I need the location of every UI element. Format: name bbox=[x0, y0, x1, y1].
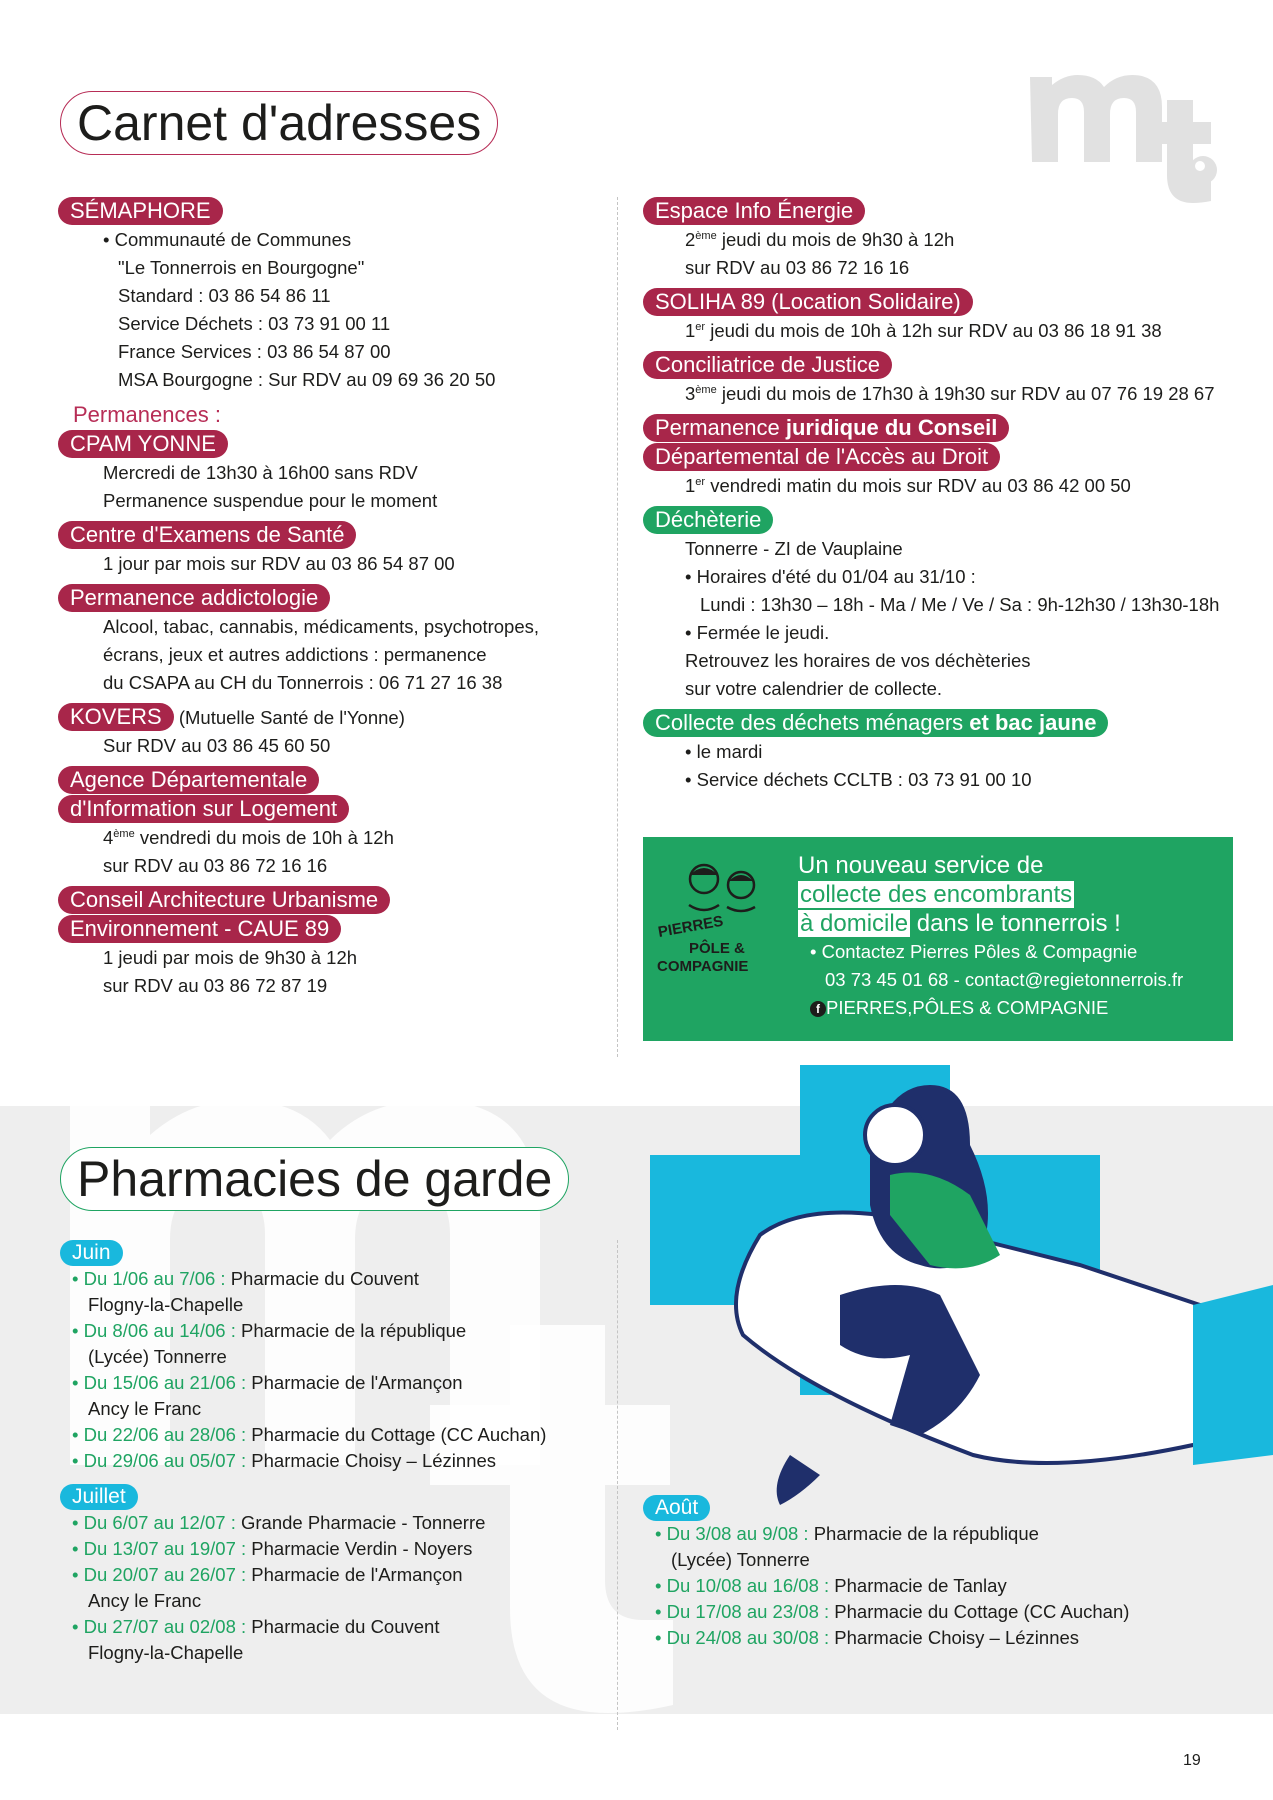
agence-label: d'Information sur Logement bbox=[58, 795, 349, 823]
pharmacy-item bbox=[643, 1573, 1243, 1599]
juin-label: Juin bbox=[60, 1240, 123, 1266]
pharmacy-date: • Du 27/07 au 02/08 : bbox=[72, 1616, 247, 1637]
pharmacy-item bbox=[60, 1614, 620, 1640]
semaphore-line: Standard : 03 86 54 86 11 bbox=[118, 285, 331, 306]
decheterie-line: • Fermée le jeudi. bbox=[685, 622, 830, 643]
encombrants-line bbox=[798, 880, 1183, 909]
juridique-sup: er bbox=[695, 475, 706, 488]
encombrants-line: Un nouveau service de bbox=[798, 852, 1044, 879]
pharmacy-date: • Du 3/08 au 9/08 : bbox=[655, 1523, 809, 1544]
encombrants-contact: • Contactez Pierres Pôles & Compagnie bbox=[810, 941, 1138, 962]
pharmacy-item bbox=[60, 1318, 620, 1344]
decheterie-line: Retrouvez les horaires de vos déchèteries bbox=[685, 650, 1031, 671]
concil-line-text: jeudi du mois de 17h30 à 19h30 sur RDV au 07 76 19 28 67 bbox=[716, 383, 1215, 404]
agence-sup: ème bbox=[113, 827, 135, 840]
kovers-entry bbox=[58, 703, 618, 760]
concil-sup: ème bbox=[695, 383, 717, 396]
carnet-title: Carnet d'adresses bbox=[60, 91, 498, 155]
pharmacy-name: Pharmacie de Tanlay bbox=[829, 1575, 1007, 1596]
pharmacy-name: Pharmacie de l'Armançon bbox=[246, 1372, 463, 1393]
cpam-line: Mercredi de 13h30 à 16h00 sans RDV bbox=[103, 462, 418, 483]
encombrants-contact: 03 73 45 01 68 - contact@regietonnerrois.fr bbox=[825, 969, 1184, 990]
juridique-label-b: juridique du Conseil bbox=[785, 415, 998, 440]
pharmacy-name: Pharmacie Choisy – Lézinnes bbox=[829, 1627, 1080, 1648]
juridique-label-a: Permanence bbox=[655, 415, 786, 440]
agence-line: sur RDV au 03 86 72 16 16 bbox=[103, 855, 328, 876]
pharmacy-extra: Flogny-la-Chapelle bbox=[88, 1294, 244, 1315]
caue-line: 1 jeudi par mois de 9h30 à 12h bbox=[103, 947, 358, 968]
pharmacy-name: Pharmacie de la république bbox=[235, 1320, 467, 1341]
pharmacy-item bbox=[60, 1370, 620, 1396]
juridique-label bbox=[643, 414, 1009, 442]
cpam-line: Permanence suspendue pour le moment bbox=[103, 490, 438, 511]
caue-line: sur RDV au 03 86 72 87 19 bbox=[103, 975, 328, 996]
semaphore-line: France Services : 03 86 54 87 00 bbox=[118, 341, 391, 362]
examens-entry bbox=[58, 521, 618, 578]
pharmacy-date: • Du 6/07 au 12/07 : bbox=[72, 1512, 236, 1533]
facebook-icon[interactable]: f bbox=[810, 1001, 826, 1017]
pharmacy-item bbox=[60, 1536, 620, 1562]
decheterie-line: Lundi : 13h30 – 18h - Ma / Me / Ve / Sa : 9h-12h30 / 13h30-18h bbox=[700, 594, 1220, 615]
logo-text-3: COMPAGNIE bbox=[657, 958, 749, 975]
addicto-line: Alcool, tabac, cannabis, médicaments, psychotropes, bbox=[103, 616, 540, 637]
pharmacy-date: • Du 8/06 au 14/06 : bbox=[72, 1320, 236, 1341]
addicto-line: du CSAPA au CH du Tonnerrois : 06 71 27 16 38 bbox=[103, 672, 503, 693]
pharmacy-date: • Du 22/06 au 28/06 : bbox=[72, 1424, 247, 1445]
pharmacy-date: • Du 29/06 au 05/07 : bbox=[72, 1450, 247, 1471]
pharmacy-date: • Du 15/06 au 21/06 : bbox=[72, 1372, 247, 1393]
logo-text-2: PÔLE & bbox=[689, 940, 745, 957]
soliha-sup: er bbox=[695, 320, 706, 333]
juridique-entry bbox=[643, 414, 1243, 500]
energie-ordinal: 2 bbox=[685, 229, 696, 250]
pharmacy-date: • Du 17/08 au 23/08 : bbox=[655, 1601, 830, 1622]
pharmacy-name: Pharmacie du Couvent bbox=[246, 1616, 440, 1637]
pharmacies-left-column bbox=[60, 1240, 620, 1666]
semaphore-label: SÉMAPHORE bbox=[58, 197, 223, 225]
encombrants-line bbox=[798, 909, 1183, 938]
soliha-line bbox=[643, 317, 1243, 345]
pharmacy-date: • Du 20/07 au 26/07 : bbox=[72, 1564, 247, 1585]
juridique-line-text: vendredi matin du mois sur RDV au 03 86 42 00 50 bbox=[705, 475, 1131, 496]
permanences-heading: Permanences : bbox=[73, 402, 221, 427]
pharmacy-name: Pharmacie du Cottage (CC Auchan) bbox=[246, 1424, 547, 1445]
kovers-line: Sur RDV au 03 86 45 60 50 bbox=[103, 735, 331, 756]
soliha-label: SOLIHA 89 (Location Solidaire) bbox=[643, 288, 973, 316]
agence-entry bbox=[58, 766, 618, 880]
kovers-suffix: (Mutuelle Santé de l'Yonne) bbox=[178, 707, 405, 728]
juridique-line bbox=[643, 472, 1243, 500]
pharmacy-item bbox=[643, 1625, 1243, 1651]
soliha-line-text: jeudi du mois de 10h à 12h sur RDV au 03 86 18 91 38 bbox=[705, 320, 1162, 341]
logo-text-1: PIERRES bbox=[656, 912, 725, 941]
pharmacy-name: Grande Pharmacie - Tonnerre bbox=[235, 1512, 486, 1533]
pharmacies-right-column bbox=[643, 1495, 1243, 1651]
cpam-label: CPAM YONNE bbox=[58, 430, 228, 458]
pharmacy-extra: Ancy le Franc bbox=[88, 1398, 202, 1419]
pharmacy-date: • Du 24/08 au 30/08 : bbox=[655, 1627, 830, 1648]
examens-line: 1 jour par mois sur RDV au 03 86 54 87 00 bbox=[103, 553, 455, 574]
energie-sup: ème bbox=[695, 229, 717, 242]
caue-entry bbox=[58, 886, 618, 1000]
pharmacy-name: Pharmacie du Couvent bbox=[225, 1268, 419, 1289]
pierres-pole-logo bbox=[649, 857, 789, 977]
semaphore-entry bbox=[58, 197, 618, 394]
pharmacy-item bbox=[60, 1562, 620, 1588]
energie-line-text: jeudi du mois de 9h30 à 12h bbox=[716, 229, 955, 250]
pharmacy-extra: Flogny-la-Chapelle bbox=[88, 1642, 244, 1663]
decheterie-line: sur votre calendrier de collecte. bbox=[685, 678, 943, 699]
encombrants-line-rest: dans le tonnerrois ! bbox=[910, 910, 1121, 937]
pharmacy-illustration bbox=[640, 1065, 1273, 1545]
pharmacy-extra: Ancy le Franc bbox=[88, 1590, 202, 1611]
encombrants-highlight: collecte des encombrants bbox=[800, 881, 1073, 908]
encombrants-box bbox=[643, 837, 1233, 1041]
pharmacies-title: Pharmacies de garde bbox=[60, 1147, 569, 1211]
juin-list bbox=[60, 1266, 620, 1474]
encombrants-text bbox=[798, 851, 1183, 1022]
energie-label: Espace Info Énergie bbox=[643, 197, 865, 225]
decheterie-line: Tonnerre - ZI de Vauplaine bbox=[685, 538, 903, 559]
pharmacy-date: • Du 1/06 au 7/06 : bbox=[72, 1268, 226, 1289]
encombrants-fb bbox=[798, 994, 1183, 1022]
energie-line bbox=[643, 226, 1243, 254]
soliha-entry bbox=[643, 288, 1243, 345]
aout-label: Août bbox=[643, 1495, 710, 1521]
cpam-entry bbox=[58, 430, 618, 515]
energie-line: sur RDV au 03 86 72 16 16 bbox=[685, 257, 910, 278]
concil-line bbox=[643, 380, 1243, 408]
agence-line bbox=[58, 824, 618, 852]
pharmacy-name: Pharmacie Verdin - Noyers bbox=[246, 1538, 473, 1559]
addicto-line: écrans, jeux et autres addictions : permanence bbox=[103, 644, 487, 665]
pharmacy-name: Pharmacie du Cottage (CC Auchan) bbox=[829, 1601, 1130, 1622]
collecte-line: • le mardi bbox=[685, 741, 763, 762]
agence-ordinal: 4 bbox=[103, 827, 114, 848]
carnet-right-column bbox=[643, 197, 1243, 800]
addicto-entry bbox=[58, 584, 618, 697]
agence-line-text: vendredi du mois de 10h à 12h bbox=[134, 827, 394, 848]
pharmacy-item bbox=[60, 1422, 620, 1448]
semaphore-line: • Communauté de Communes bbox=[103, 229, 352, 250]
juridique-label: Départemental de l'Accès au Droit bbox=[643, 443, 1000, 471]
pharmacy-extra: (Lycée) Tonnerre bbox=[88, 1346, 227, 1367]
examens-label: Centre d'Examens de Santé bbox=[58, 521, 356, 549]
pharmacy-name: Pharmacie de la république bbox=[808, 1523, 1039, 1544]
caue-label: Environnement - CAUE 89 bbox=[58, 915, 341, 943]
pharmacy-item bbox=[60, 1510, 620, 1536]
pharmacy-item bbox=[643, 1599, 1243, 1625]
encombrants-highlight: à domicile bbox=[800, 910, 909, 937]
aout-list bbox=[643, 1521, 1243, 1651]
concil-label: Conciliatrice de Justice bbox=[643, 351, 892, 379]
juillet-list bbox=[60, 1510, 620, 1666]
decheterie-label: Déchèterie bbox=[643, 506, 773, 534]
soliha-ordinal: 1 bbox=[685, 320, 696, 341]
juridique-ordinal: 1 bbox=[685, 475, 696, 496]
juillet-label: Juillet bbox=[60, 1484, 138, 1510]
pharmacy-item bbox=[60, 1448, 620, 1474]
semaphore-line: "Le Tonnerrois en Bourgogne" bbox=[118, 257, 365, 278]
collecte-entry bbox=[643, 709, 1243, 794]
carnet-left-column bbox=[58, 197, 618, 1006]
collecte-label-b: et bac jaune bbox=[969, 710, 1097, 735]
semaphore-line: Service Déchets : 03 73 91 00 11 bbox=[118, 313, 391, 334]
pharmacy-extra: (Lycée) Tonnerre bbox=[671, 1549, 810, 1570]
agence-label: Agence Départementale bbox=[58, 766, 319, 794]
addicto-label: Permanence addictologie bbox=[58, 584, 330, 612]
caue-label: Conseil Architecture Urbanisme bbox=[58, 886, 390, 914]
pharmacy-date: • Du 13/07 au 19/07 : bbox=[72, 1538, 247, 1559]
semaphore-line: MSA Bourgogne : Sur RDV au 09 69 36 20 50 bbox=[118, 369, 496, 390]
concil-entry bbox=[643, 351, 1243, 408]
pharmacy-date: • Du 10/08 au 16/08 : bbox=[655, 1575, 830, 1596]
facebook-name: PIERRES,PÔLES & COMPAGNIE bbox=[826, 997, 1109, 1018]
collecte-line: • Service déchets CCLTB : 03 73 91 00 10 bbox=[685, 769, 1032, 790]
decheterie-entry bbox=[643, 506, 1243, 703]
collecte-label bbox=[643, 709, 1108, 737]
collecte-label-a: Collecte des déchets ménagers bbox=[655, 710, 970, 735]
concil-ordinal: 3 bbox=[685, 383, 696, 404]
pharmacy-name: Pharmacie de l'Armançon bbox=[246, 1564, 463, 1585]
pharmacy-item bbox=[60, 1266, 620, 1292]
decheterie-line: • Horaires d'été du 01/04 au 31/10 : bbox=[685, 566, 976, 587]
pharmacy-item bbox=[643, 1521, 1243, 1547]
energie-entry bbox=[643, 197, 1243, 282]
kovers-label: KOVERS bbox=[58, 703, 174, 731]
page-number: 19 bbox=[1183, 1752, 1201, 1769]
pharmacy-name: Pharmacie Choisy – Lézinnes bbox=[246, 1450, 497, 1471]
